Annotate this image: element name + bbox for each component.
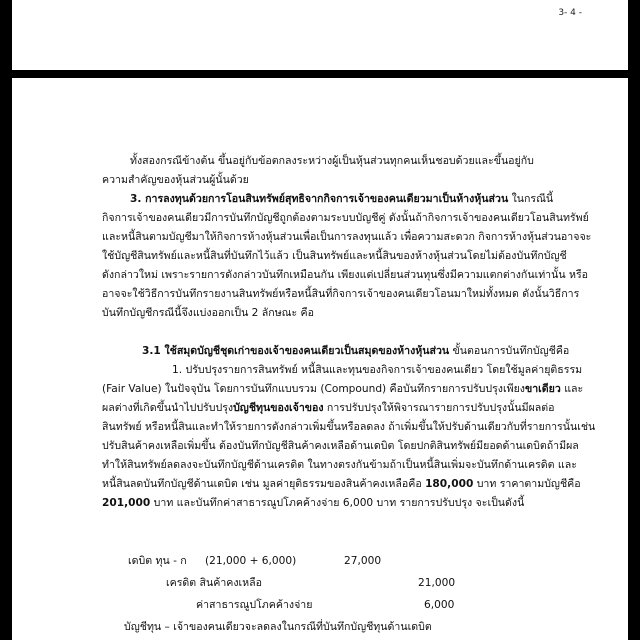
intro-line-2: ความสำคัญของหุ้นส่วนผู้นั้นด้วย — [102, 174, 249, 186]
item1-line-2-text: (Fair Value) ในปัจจุบัน โดยการบันทึกแบบรวม (Compound) คือบันทึกรายการปรับปรุงเพียง — [102, 383, 525, 395]
body-line-3: ทำให้สินทรัพย์ลดลงจะบันทึกบัญชีด้านเครดิต ในทางตรงกันข้ามถ้าเป็นหนี้สินเพิ่มจะบันทึกด้านเครดิต และ — [102, 459, 577, 471]
journal-row1-amount: 27,000 — [344, 555, 382, 567]
example-line-2 — [102, 496, 524, 510]
item1-line-3-bold: บัญชีทุนของเจ้าของ — [233, 402, 324, 414]
item1-line-3-text: ผลต่างที่เกิดขึ้นนำไปปรับปรุง — [102, 402, 234, 414]
page-top-sheet — [12, 0, 628, 70]
item1-line-3 — [102, 401, 555, 415]
section31-heading: 3.1 ใช้สมุดบัญชีชุดเก่าของเจ้าของคนเดียวเป็นสมุดของห้างหุ้นส่วน — [142, 345, 450, 357]
body-line-2: ปรับสินค้าคงเหลือเพิ่มขึ้น ต้องบันทึกบัญชีสินค้าคงเหลือด้านเดบิต โดยปกติสินทรัพย์มียอดด้านเดบิตถ้ามีผล — [102, 440, 579, 452]
section31-heading-line — [142, 344, 569, 358]
journal-row3-label: ค่าสาธารณูปโภคค้างจ่าย — [196, 599, 313, 611]
item1-line-3-tail: การปรับปรุงให้พิจารณารายการปรับปรุงนั้นมีผลต่อ — [323, 402, 555, 414]
example-line-1-bold: 180,000 — [425, 478, 474, 490]
journal-row1-calc: (21,000 + 6,000) — [205, 555, 297, 567]
page-main-sheet — [12, 78, 628, 640]
item1-line-2 — [102, 382, 583, 396]
section3-line-4: ดังกล่าวใหม่ เพราะรายการดังกล่าวบันทึกเหมือนกัน เพียงแต่เปลี่ยนส่วนทุนซึ่งมีความแตกต่างกันเท่านั้น หรือ — [102, 269, 589, 281]
section3-line-5: อาจจะใช้วิธีการบันทึกรายงานสินทรัพย์หรือหนี้สินที่กิจการเจ้าของคนเดียวโอนมาใหม่ทั้งหมด ดังนั้นวิธีการ — [102, 288, 580, 300]
journal-row2-label: เครดิต สินค้าคงเหลือ — [166, 577, 262, 589]
page-number: 3- 4 - — [558, 8, 582, 18]
journal-row2-amount: 21,000 — [418, 577, 456, 589]
item1-line-2-bold: ขาเดียว — [524, 383, 561, 395]
section31-heading-tail: ขั้นตอนการบันทึกบัญชีคือ — [452, 345, 570, 357]
section3-line-6: บันทึกบัญชีกรณีนี้จึงแบ่งออกเป็น 2 ลักษณะ คือ — [102, 307, 315, 319]
journal-row3-amount: 6,000 — [424, 599, 455, 611]
section3-line-1: กิจการเจ้าของคนเดียวมีการบันทึกบัญชีถูกต้องตามระบบบัญชีคู่ ดังนั้นถ้ากิจการเจ้าของคนเดียวโอนสินทรัพย์ — [102, 212, 589, 224]
journal-row1-label: เดบิต ทุน - ก — [128, 555, 187, 567]
example-line-1 — [102, 477, 581, 491]
section3-heading: 3. การลงทุนด้วยการโอนสินทรัพย์สุทธิจากกิจการเจ้าของคนเดียวมาเป็นห้างหุ้นส่วน — [130, 193, 509, 205]
item1-line-1: 1. ปรับปรุงรายการสินทรัพย์ หนี้สินและทุนของกิจการเจ้าของคนเดียว โดยใช้มูลค่ายุติธรรม — [172, 364, 583, 376]
section3-heading-tail: ในกรณีนี้ — [511, 193, 554, 205]
example-line-1-tail: บาท ราคาตามบัญชีคือ — [476, 478, 581, 490]
section3-heading-line — [130, 192, 553, 206]
section3-line-3: ใช้บัญชีสินทรัพย์และหนี้สินที่บันทึกไว้แล้ว เป็นสินทรัพย์และหนี้สินของห้างหุ้นส่วนโดยไม่ต้องบันทึกบัญชี — [102, 250, 567, 262]
example-line-2-text: บาท และบันทึกค่าสาธารณูปโภคค้างจ่าย 6,000 บาท รายการปรับปรุง จะเป็นดังนี้ — [153, 497, 525, 509]
item1-line-2-tail: และ — [564, 383, 584, 395]
body-line-1: สินทรัพย์ หรือหนี้สินและทำให้รายการดังกล่าวเพิ่มขึ้นหรือลดลง ถ้าเพิ่มขึ้นให้ปรับด้านเดียวกับที่รายการนั้นเช่น — [102, 421, 596, 433]
journal-footer: บัญชีทุน – เจ้าของคนเดียวจะลดลงในกรณีที่บันทึกบัญชีทุนด้านเดบิต — [124, 621, 432, 633]
intro-line-1: ทั้งสองกรณีข้างต้น ขึ้นอยู่กับข้อตกลงระหว่างผู้เป็นหุ้นส่วนทุกคนเห็นชอบด้วยและขึ้นอยู่กับ — [130, 155, 534, 167]
example-line-1-text: หนี้สินลดบันทึกบัญชีด้านเดบิต เช่น มูลค่ายุติธรรมของสินค้าคงเหลือคือ — [102, 478, 422, 490]
section3-line-2: และหนี้สินตามบัญชีมาให้กิจการห้างหุ้นส่วนเพื่อเป็นการลงทุนแล้ว เพื่อความสะดวก กิจการห้างหุ้นส่วนอาจจะ — [102, 231, 592, 243]
example-line-2-bold: 201,000 — [102, 497, 151, 509]
